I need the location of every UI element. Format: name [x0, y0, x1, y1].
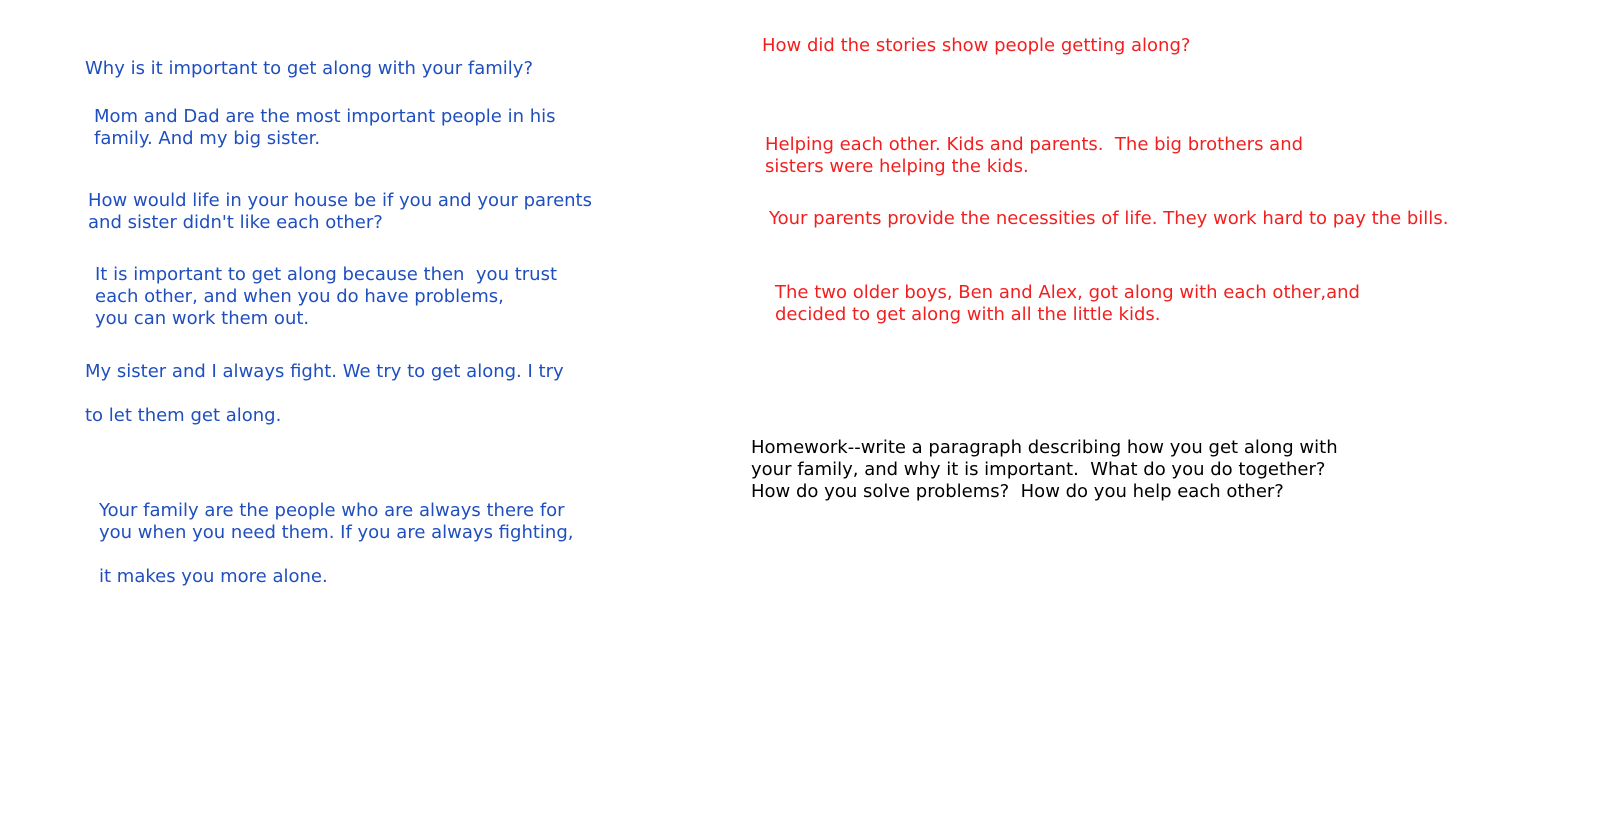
- question-stories-getting-along: How did the stories show people getting along?: [762, 35, 1191, 56]
- homework-instructions: Homework--write a paragraph describing how you get along with your family, and why it is important. What do you do together? How do you solve problems? How do you help each other?: [751, 437, 1338, 502]
- answer-family-always-there: Your family are the people who are always there for you when you need them. If you are always fighting, it makes you more alone.: [99, 500, 574, 587]
- answer-helping-each-other: Helping each other. Kids and parents. The big brothers and sisters were helping the kids.: [765, 134, 1304, 177]
- answer-trust-each-other: It is important to get along because then you trust each other, and when you do have problems, you can work them out.: [95, 264, 558, 329]
- question-life-in-house: How would life in your house be if you and your parents and sister didn't like each other?: [88, 190, 592, 233]
- question-why-get-along: Why is it important to get along with your family?: [85, 58, 533, 79]
- answer-sister-fight: My sister and I always fight. We try to get along. I try to let them get along.: [85, 361, 564, 426]
- answer-older-boys: The two older boys, Ben and Alex, got along with each other,and decided to get along with all the little kids.: [775, 282, 1360, 325]
- answer-parents-provide: Your parents provide the necessities of life. They work hard to pay the bills.: [769, 208, 1449, 229]
- answer-important-people: Mom and Dad are the most important people in his family. And my big sister.: [94, 106, 556, 149]
